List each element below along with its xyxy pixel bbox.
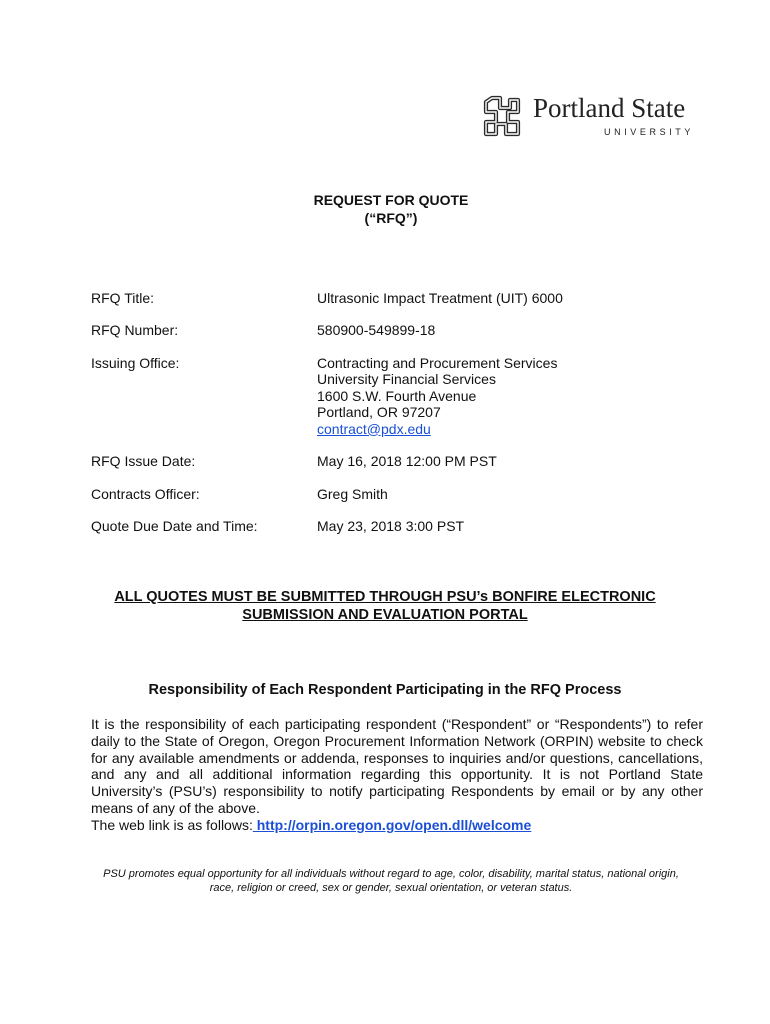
responsibility-heading: Responsibility of Each Respondent Participating in the RFQ Process: [148, 682, 622, 698]
document-title-abbrev: (“RFQ”): [364, 210, 418, 226]
submission-notice-line1: ALL QUOTES MUST BE SUBMITTED THROUGH PSU’s BONFIRE ELECTRONIC: [114, 589, 656, 605]
issuing-office-address: [317, 355, 557, 437]
logo-name: Portland State: [533, 93, 686, 123]
issue-date-value: May 16, 2018 12:00 PM PST: [317, 453, 497, 469]
rfq-number-label: RFQ Number:: [91, 322, 179, 338]
rfq-title-label: RFQ Title:: [91, 290, 155, 306]
logo-subtitle: UNIVERSITY: [604, 127, 695, 137]
weblink-prefix: The web link is as follows:: [91, 817, 253, 833]
issuing-office-line: University Financial Services: [317, 371, 496, 388]
issuing-office-label: Issuing Office:: [91, 355, 180, 371]
psu-knot-icon: [478, 92, 526, 140]
issuing-office-line: Contracting and Procurement Services: [317, 355, 558, 371]
psu-logo: [478, 92, 703, 142]
equal-opportunity-line1: PSU promotes equal opportunity for all individuals without regard to age, color, disability, marital status, national origin,: [103, 868, 679, 880]
rfq-number-value: 580900-549899-18: [317, 322, 436, 338]
issuing-office-email-link[interactable]: contract@pdx.edu: [317, 420, 431, 437]
issuing-office-line: 1600 S.W. Fourth Avenue: [317, 387, 477, 404]
responsibility-paragraph: It is the responsibility of each participating respondent (“Respondent” or “Respondents”) to refer daily to the State of Oregon, Oregon Procurement Information Network (ORPIN) website to check for any available amendments or addenda, responses to inquiries and/or questions, cancellations, and any and all additional information regarding this opportunity. It is not Portland State University’s (PSU’s) responsibility to notify participating Respondents by email or by any other means of any of the above.: [91, 716, 703, 816]
document-title: REQUEST FOR QUOTE: [313, 192, 469, 208]
equal-opportunity-line2: race, religion or creed, sex or gender, sexual orientation, or veteran status.: [209, 882, 573, 894]
rfq-title-value: Ultrasonic Impact Treatment (UIT) 6000: [317, 290, 563, 306]
contracts-officer-label: Contracts Officer:: [91, 486, 200, 502]
orpin-link[interactable]: http://orpin.oregon.gov/open.dll/welcome: [252, 817, 532, 833]
weblink-line: [91, 817, 531, 833]
contracts-officer-value: Greg Smith: [317, 486, 388, 502]
due-date-label: Quote Due Date and Time:: [91, 518, 258, 534]
submission-notice-line2: SUBMISSION AND EVALUATION PORTAL: [242, 607, 528, 623]
issue-date-label: RFQ Issue Date:: [91, 453, 196, 469]
issuing-office-line: Portland, OR 97207: [317, 404, 441, 421]
due-date-value: May 23, 2018 3:00 PST: [317, 518, 465, 534]
